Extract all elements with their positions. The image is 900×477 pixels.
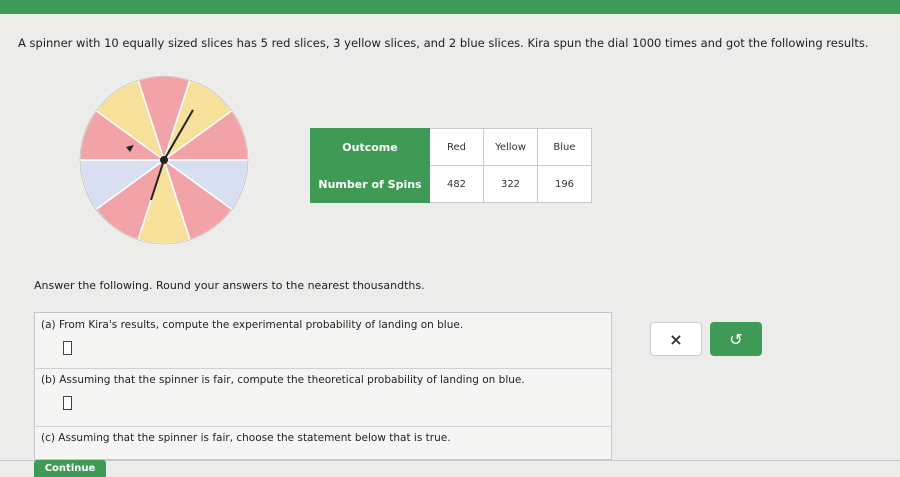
table-col-red: Red [430, 129, 484, 166]
table-cell-red: 482 [430, 166, 484, 203]
spinner-diagram [78, 74, 250, 246]
part-a-text: (a) From Kira's results, compute the experimental probability of landing on blue. [41, 319, 464, 331]
part-c-text: (c) Assuming that the spinner is fair, choose the statement below that is true. [41, 432, 451, 444]
table-col-yellow: Yellow [484, 129, 538, 166]
answer-panel [34, 312, 612, 460]
table-cell-blue: 196 [538, 166, 592, 203]
part-b-answer-input[interactable] [63, 396, 72, 410]
undo-button[interactable]: ↺ [710, 322, 762, 356]
question-text: A spinner with 10 equally sized slices has 5 red slices, 3 yellow slices, and 2 blue slices. Kira spun the dial 1000 times and got the following results. [18, 36, 869, 50]
part-c [35, 426, 611, 459]
table-col-blue: Blue [538, 129, 592, 166]
table-row [311, 166, 592, 203]
part-b-text: (b) Assuming that the spinner is fair, compute the theoretical probability of landing on blue. [41, 374, 525, 386]
table-row [311, 129, 592, 166]
table-cell-yellow: 322 [484, 166, 538, 203]
spinner-pivot [160, 156, 168, 164]
part-a-answer-input[interactable] [63, 341, 72, 355]
instructions-text: Answer the following. Round your answers to the nearest thousandths. [34, 279, 425, 292]
top-bar [0, 0, 900, 14]
continue-button[interactable]: Continue [34, 460, 106, 477]
table-row-header-spins: Number of Spins [311, 166, 430, 203]
clear-button[interactable]: × [650, 322, 702, 356]
table-row-header-outcome: Outcome [311, 129, 430, 166]
part-a [35, 313, 611, 369]
results-table [310, 128, 592, 203]
bottom-divider [0, 460, 900, 461]
part-b [35, 368, 611, 427]
